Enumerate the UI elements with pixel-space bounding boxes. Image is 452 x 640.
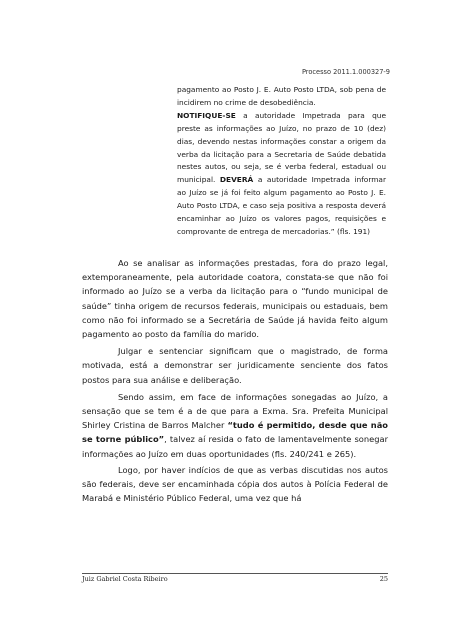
- notifique-text-2: a autoridade Impetrada informar ao Juízo se já foi feito algum pagamento ao Posto J. E. Auto Posto LTDA, e caso seja positiva a resposta deverá encaminhar ao Juízo os valores pagos, requisições e comprovante de entrega de mercadorias.” (fls. 191): [177, 175, 386, 236]
- notifique-label: NOTIFIQUE-SE: [177, 110, 236, 120]
- paragraph-2: Julgar e sentenciar significam que o magistrado, de forma motivada, está a demonstrar ser juridicamente senciente dos fatos postos para sua análise e deliberação.: [82, 346, 388, 385]
- page-number: 25: [379, 575, 388, 583]
- notifique-text-1: a autoridade Impetrada para que preste as informações ao Juízo, no prazo de 10 (dez) dias, devendo nestas informações constar a origem da verba da licitação para a Secretaria de Saúde debatida nestes autos, ou seja, se é verba federal, estadual ou municipal.: [177, 110, 386, 185]
- devera-label: DEVERÁ: [219, 175, 254, 185]
- quote-notifique-paragraph: [177, 110, 386, 239]
- paragraph-4: Logo, por haver indícios de que as verbas discutidas nos autos são federais, deve ser encaminhada cópia dos autos à Polícia Federal de Marabá e Ministério Público Federal, uma vez que há: [82, 464, 388, 504]
- quoted-decision: [177, 84, 386, 239]
- footer-author: Juiz Gabriel Costa Ribeiro: [82, 575, 168, 583]
- paragraph-3-bold-quote: “tudo é permitido, desde que não se torne público”: [82, 420, 388, 445]
- footer-divider: [82, 573, 388, 574]
- process-reference: Processo 2011.1.000327-9: [301, 68, 390, 76]
- paragraph-3-text-b: , talvez aí resida o fato de lamentavelmente sonegar informações ao Juízo em duas oportunidades (fls. 240/241 e 265).: [82, 434, 388, 459]
- quote-line-1: pagamento ao Posto J. E. Auto Posto LTDA, sob pena de incidirem no crime de desobediência.: [177, 85, 386, 107]
- paragraph-3-text-a: Sendo assim, em face de informações sonegadas ao Juízo, a sensação que se tem é a de que para a Exma. Sra. Prefeita Municipal Shirley Cristina de Barros Malcher: [82, 391, 388, 431]
- document-body: [82, 256, 388, 508]
- paragraph-3: [82, 390, 388, 461]
- paragraph-1: Ao se analisar as informações prestadas, fora do prazo legal, extemporaneamente, pela autoridade coatora, constata-se que não foi informado ao Juízo se a verba da licitação para o “fundo municipal de saúde” tinha origem de recursos federais, municipais ou estaduais, bem como não foi informado se a Secretária de Saúde já havida feito algum pagamento ao posto da família do marido.: [82, 258, 388, 340]
